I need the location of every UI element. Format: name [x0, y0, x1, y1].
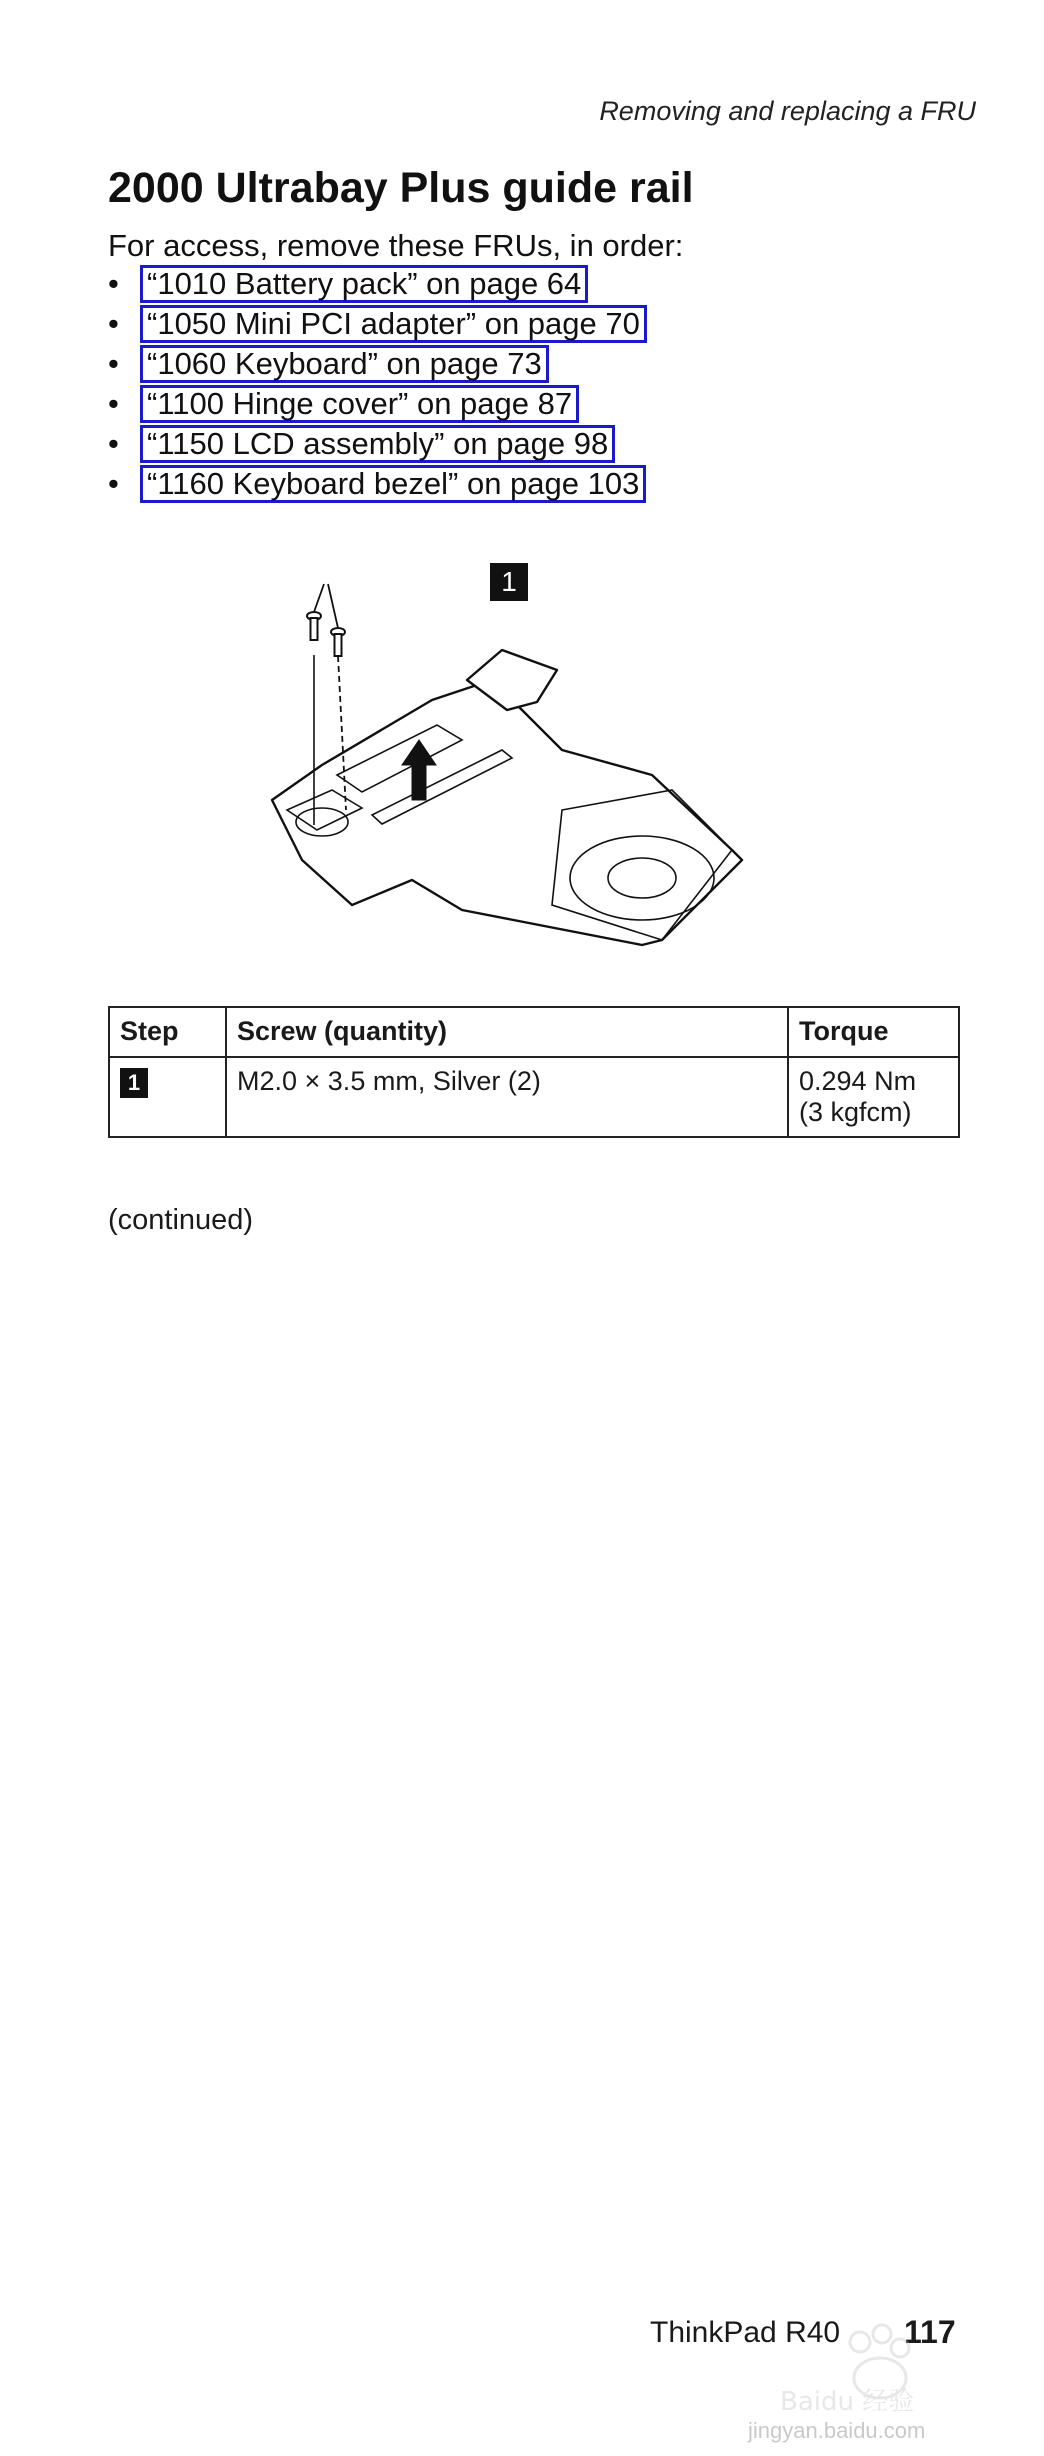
table-header-screw: Screw (quantity): [226, 1007, 788, 1057]
screw-2: [331, 628, 345, 656]
bullet: •: [108, 346, 119, 381]
footer-product-name: ThinkPad R40: [650, 2316, 841, 2349]
xref-link-mini-pci-adapter[interactable]: “1050 Mini PCI adapter” on page 70: [140, 305, 647, 343]
watermark-url: jingyan.baidu.com: [748, 2418, 926, 2443]
table-cell-step: [109, 1057, 226, 1137]
watermark-brand-text: Baidu 经验: [780, 2387, 915, 2417]
screw-torque-table: [108, 1006, 960, 1138]
table-header-step: Step: [109, 1007, 226, 1057]
list-item: [108, 304, 647, 344]
callout-leader-1: [314, 584, 324, 612]
screw-1: [307, 612, 321, 640]
bullet: •: [108, 386, 119, 421]
bullet: •: [108, 266, 119, 301]
torque-kgfcm: (3 kgfcm): [799, 1097, 912, 1127]
bullet: •: [108, 426, 119, 461]
bullet: •: [108, 306, 119, 341]
table-cell-torque: [788, 1057, 959, 1137]
xref-link-hinge-cover[interactable]: “1100 Hinge cover” on page 87: [140, 385, 579, 423]
torque-nm: 0.294 Nm: [799, 1066, 917, 1096]
table-header-torque: Torque: [788, 1007, 959, 1057]
callout-1-badge: 1: [490, 563, 528, 601]
list-item: [108, 424, 647, 464]
section-title: 2000 Ultrabay Plus guide rail: [108, 164, 694, 212]
page-number: 117: [904, 2314, 956, 2350]
list-item: [108, 464, 647, 504]
prerequisite-fru-list: [108, 264, 647, 504]
xref-link-lcd-assembly[interactable]: “1150 LCD assembly” on page 98: [140, 425, 615, 463]
step-1-badge: 1: [120, 1068, 148, 1098]
access-instructions: For access, remove these FRUs, in order:: [108, 228, 684, 263]
running-header: Removing and replacing a FRU: [599, 96, 976, 126]
baidu-watermark-logo: [740, 2300, 980, 2420]
bullet: •: [108, 466, 119, 501]
guide-rail-removal-illustration: [262, 560, 802, 960]
callout-leader-2: [328, 584, 338, 628]
list-item: [108, 344, 647, 384]
list-item: [108, 384, 647, 424]
xref-link-keyboard[interactable]: “1060 Keyboard” on page 73: [140, 345, 549, 383]
xref-link-keyboard-bezel[interactable]: “1160 Keyboard bezel” on page 103: [140, 465, 646, 503]
continued-note: (continued): [108, 1204, 254, 1236]
table-cell-screw: M2.0 × 3.5 mm, Silver (2): [226, 1057, 788, 1137]
xref-link-battery-pack[interactable]: “1010 Battery pack” on page 64: [140, 265, 588, 303]
list-item: [108, 264, 647, 304]
table-row: [109, 1057, 959, 1137]
